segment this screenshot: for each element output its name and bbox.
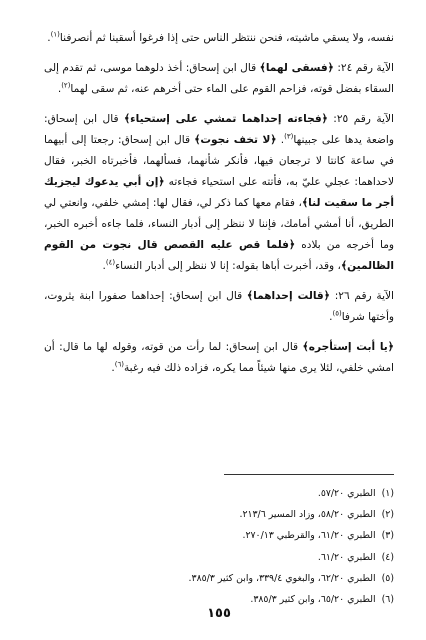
footnote-text: الطبري ٥٨/٢٠، وزاد المسير ٢١٣/٦. — [239, 509, 376, 521]
footnote-text: الطبري ٦١/٢٠، والقرطبي ٢٧٠/١٣. — [242, 530, 376, 542]
footnote-text: الطبري ٥٧/٢٠. — [317, 488, 376, 499]
quran-verse: ﴿يا أبت إستأجره﴾ — [302, 341, 394, 353]
paragraph-text: الآية رقم ٢٦: — [329, 290, 395, 302]
paragraph-text: الآية رقم ٢٤: — [333, 62, 394, 74]
paragraph-text: قال ابن إسحاق: واضعة يدها على جبينها — [44, 113, 394, 146]
paragraph-text: قال ابن إسحاق: رجعتا إلى أبيهما في ساعة كانتا لا ترجعان فيها، فأنكر شأنهما، فسألهما، فأخبرتاه الخبر، فقال لاحداهما: عجلي عليّ به، فأتته على استحياء فجاءته — [44, 134, 394, 188]
footnote-number: (٦) — [381, 594, 394, 606]
footnotes-list — [44, 483, 394, 610]
quran-verse: ﴿فلما قص عليه القصص قال نجوت من القوم الظالمين﴾ — [44, 239, 394, 272]
paragraph-text: . — [102, 260, 106, 272]
footnote-divider — [224, 474, 394, 475]
body-text — [44, 28, 394, 379]
paragraph — [44, 58, 394, 100]
paragraph-text: قال ابن إسحاق: لما رأت من قوته، وقوله لها ما قال: أن امشي خلفي، لئلا يرى منها شيئاً مما يكره، فزاده ذلك فيه رغبة — [44, 341, 394, 374]
footnote-text: الطبري ٦٢/٢٠، والبغوي ٣٣٩/٤، وابن كثير ٣٨٥/٣. — [188, 572, 376, 584]
footnote-text: الطبري ٦١/٢٠. — [317, 551, 376, 563]
paragraph-text: . — [111, 362, 115, 374]
quran-verse: ﴿لا تخف نجوت﴾ — [194, 134, 277, 146]
paragraph-text: . — [329, 311, 333, 323]
footnote-reference: (٤) — [105, 258, 116, 267]
footnote-reference: (٥) — [332, 309, 342, 318]
paragraph — [44, 337, 394, 379]
footnote-reference: (١) — [50, 30, 60, 39]
paragraph — [44, 109, 394, 277]
footnote-reference: (٢) — [61, 81, 71, 90]
quran-verse: ﴿قالت إحداهما﴾ — [246, 290, 330, 302]
footnote-number: (١) — [381, 488, 394, 499]
book-page — [44, 28, 394, 628]
footnote-number: (٣) — [381, 530, 394, 542]
footnote-number: (٤) — [381, 551, 394, 563]
paragraph-text: . — [276, 134, 285, 146]
footnote-reference: (٦) — [114, 360, 124, 369]
paragraph — [44, 286, 394, 328]
footnote-number: (٥) — [381, 572, 394, 584]
footnote-number: (٢) — [381, 509, 394, 521]
paragraph — [44, 28, 394, 49]
footnote-reference: (٣) — [284, 132, 294, 141]
paragraph-text: . — [47, 32, 51, 44]
paragraph-text: قال ابن إسحاق: أخذ دلوهما موسى، ثم تقدم إلى السقاء بفضل قوته، فزاحم القوم على الماء حتى أخرهم عنه، ثم سقى لهما — [44, 62, 394, 95]
paragraph-text: قال ابن إسحاق: إحداهما صفورا ابنة يثروت، وأختها شرفا — [44, 290, 394, 323]
quran-verse: ﴿فسقى لهما﴾ — [259, 62, 334, 74]
footnote — [44, 568, 394, 589]
footnote — [44, 504, 394, 525]
footnote — [44, 483, 394, 504]
quran-verse: ﴿فجاءته إحداهما تمشي على إستحياء﴾ — [123, 113, 328, 125]
page-number: ١٥٥ — [207, 606, 231, 621]
quran-verse: ﴿إن أبي يدعوك ليجزيك أجر ما سقيت لنا﴾ — [44, 176, 394, 209]
footnote — [44, 525, 394, 546]
footnote — [44, 547, 394, 568]
paragraph-text: الآية رقم ٢٥: — [327, 113, 394, 125]
paragraph-text: . — [57, 83, 62, 95]
paragraph-text: ، وقد، أخبرت أباها بقوله: إنا لا ننظر إلى أدبار النساء — [115, 260, 341, 272]
paragraph-text: ، فقام معها كما ذكر لي، فقال لها: إمشي خلفي، وانعتي لي الطريق، أنا أمشي أمامك، فإننا لا ننظر إلى أدبار النساء، فلما جاءه أخبره الخبر، وما أخرجه من بلاده — [44, 197, 394, 251]
footnote-text: الطبري ٦٥/٢٠، وابن كثير ٣٨٥/٣. — [250, 594, 376, 606]
paragraph-text: نفسه، ولا يسقي ماشيته، فنحن ننتظر الناس حتى إذا فرغوا أسقينا ثم أنصرفنا — [59, 32, 394, 44]
